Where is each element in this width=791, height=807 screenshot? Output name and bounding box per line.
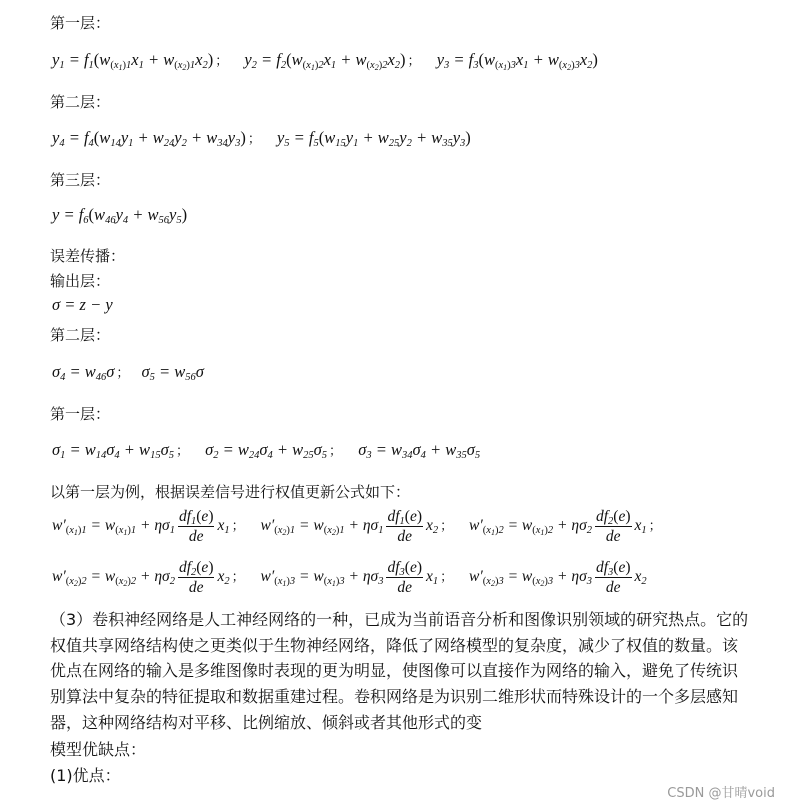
equation-layer-3: $y = f_6(w_{46}y_4 + w_{56}y_5)$ bbox=[52, 205, 188, 226]
label-layer-1: 第一层： bbox=[50, 14, 111, 32]
equation-layer-2: $y_4 = f_4(w_{14}y_1 + w_{24}y_2 + w_{34}y_3)$ ； $y_5 = f_5(w_{15}y_1 + w_{25}y_2 + w_{35}y_3)$ bbox=[52, 128, 471, 149]
equation-layer-2-error: $\sigma_4 = w_{46}\sigma$ ； $\sigma_5 = w_{56}\sigma$ bbox=[52, 362, 204, 383]
cnn-paragraph: （3）卷积神经网络是人工神经网络的一种，已成为当前语音分析和图像识别领域的研究热点。它的权值共享网络结构使之更类似于生物神经网络，降低了网络模型的复杂度，减少了权值的数量。该优点在网络的输入是多维图像时表现的更为明显，使图像可以直接作为网络的输入，避免了传统识别算法中复杂的特征提取和数据重建过程。卷积网络是为识别二维形状而特殊设计的一个多层感知器，这种网络结构对平移、比例缩放、倾斜或者其他形式的变 bbox=[50, 610, 749, 732]
equation-layer-1-error: $\sigma_1 = w_{14}\sigma_4 + w_{15}\sigma_5$ ； $\sigma_2 = w_{24}\sigma_4 + w_{25}\sigma_5$ ； $\sigma_3 = w_{34}\sigma_4 + w_{35}\sigma_5$ bbox=[52, 440, 481, 461]
equation-output-error: σ = z − y bbox=[52, 295, 113, 314]
csdn-watermark: CSDN @甘晴void bbox=[667, 786, 775, 801]
heading-advantages: (1)优点： bbox=[50, 766, 121, 785]
label-layer-2: 第二层： bbox=[50, 93, 111, 111]
equation-weight-update-row-2: $w'_{(x_2)2} = w_{(x_2)2} + \eta\sigma_2$ $\frac{df_2(e)}{de}$ $x_2$ ； $w'_{(x_1)3} = w_{(x_1)3} + \eta\sigma_3$ $\frac{df_3(e)}{de}$ $x_1$ ； $w'_{(x_2)3} = w_{(x_2)3} + \eta\sigma_3$ $\frac{df_3(e)}{de}$ $x_2$ bbox=[52, 559, 647, 597]
label-layer-3: 第三层： bbox=[50, 171, 111, 189]
label-layer-1-error: 第一层： bbox=[50, 405, 111, 423]
label-output-layer: 输出层： bbox=[50, 272, 111, 290]
label-update-intro: 以第一层为例，根据误差信号进行权值更新公式如下： bbox=[50, 483, 411, 501]
subheading-model-pros-cons: 模型优缺点： bbox=[50, 740, 147, 759]
equation-layer-1: $y_1 = f_1(w_{(x_1)1}x_1 + w_{(x_2)1}x_2)$ ； $y_2 = f_2(w_{(x_1)2}x_1 + w_{(x_2)2}x_2)$ ； $y_3 = f_3(w_{(x_1)3}x_1 + w_{(x_2)3}x_2)$ bbox=[52, 50, 598, 72]
label-backprop: 误差传播： bbox=[50, 247, 126, 265]
equation-weight-update-row-1: $w'_{(x_1)1} = w_{(x_1)1} + \eta\sigma_1$ $\frac{df_1(e)}{de}$ $x_1$ ； $w'_{(x_2)1} = w_{(x_2)1} + \eta\sigma_1$ $\frac{df_1(e)}{de}$ $x_2$ ； $w'_{(x_1)2} = w_{(x_1)2} + \eta\sigma_2$ $\frac{df_2(e)}{de}$ $x_1$ ； bbox=[52, 508, 662, 546]
label-layer-2-error: 第二层： bbox=[50, 326, 111, 344]
